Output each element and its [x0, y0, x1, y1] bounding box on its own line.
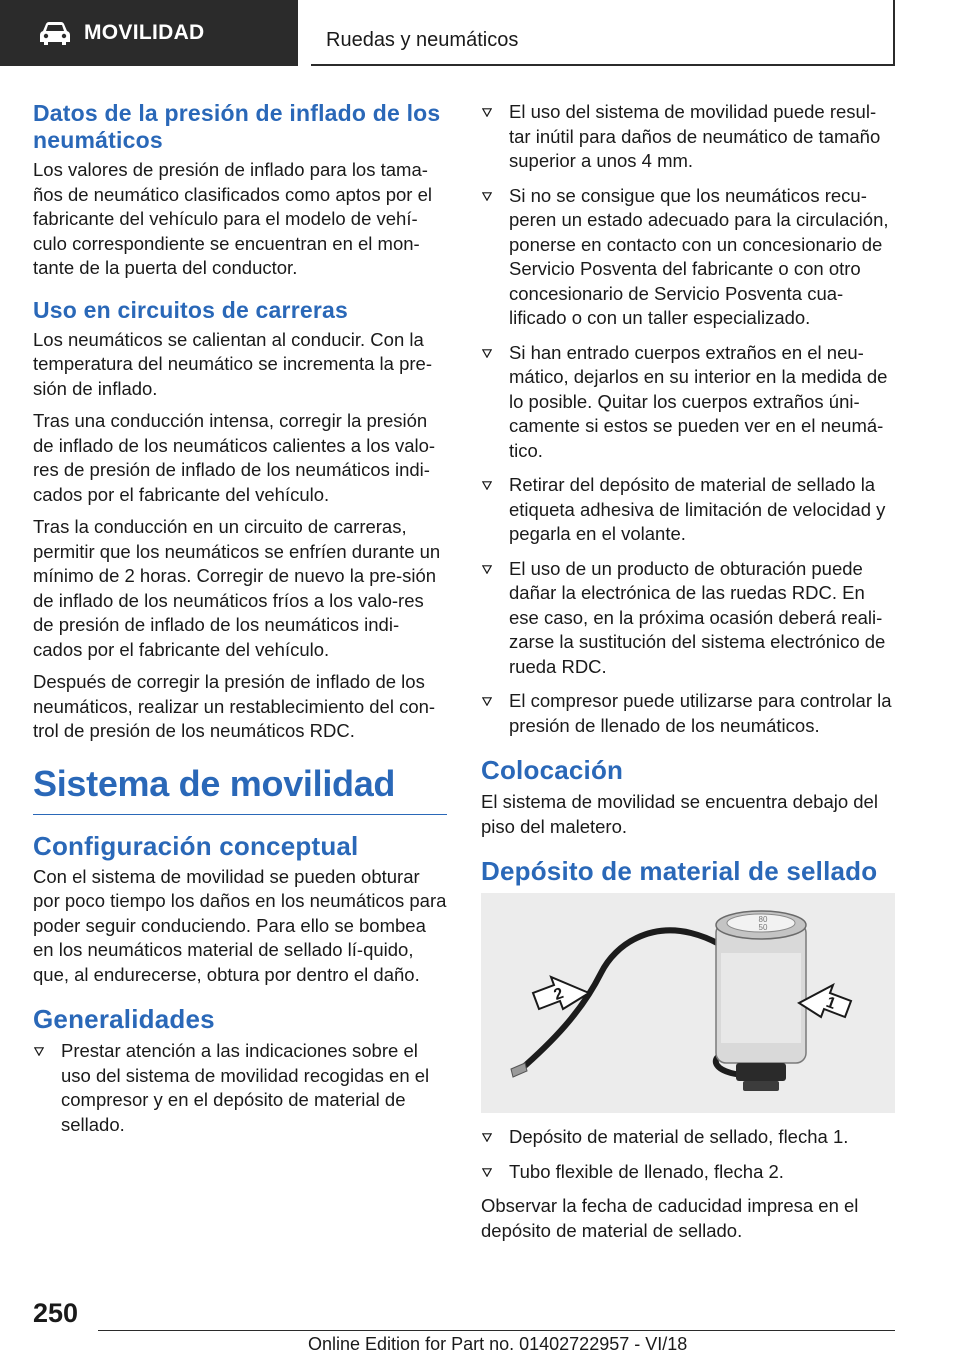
list-item-text: Retirar del depósito de material de sellado la etiqueta adhesiva de limitación de velocidad y pegarla en el volante. [509, 474, 886, 544]
list-item-text: El uso de un producto de obturación puede dañar la electrónica de las ruedas RDC. En ese caso, en la próxima ocasión deberá reali-zarse la sustitución del sistema electrónico de rueda RDC. [509, 557, 886, 677]
paragraph: Tras una conducción intensa, corregir la presión de inflado de los neumáticos calientes a los valo-res de presión de inflado de los neumáticos indi-cados por el fabricante del vehículo. [33, 410, 436, 505]
list-item [481, 473, 895, 547]
cap-label-top: 80 [758, 915, 768, 924]
section-tab [0, 0, 298, 66]
section-title-race-track: Uso en circuitos de carreras [33, 296, 348, 323]
footer-divider [98, 1330, 895, 1331]
triangle-bullet-icon [34, 1047, 44, 1056]
triangle-bullet-icon [482, 565, 492, 574]
section-title-sealant-container: Depósito de material de sellado [481, 856, 878, 886]
paragraph: Los valores de presión de inflado para los tama-ños de neumático clasificados como aptos por el fabricante del vehículo para el modelo de vehí-culo correspondiente se encuentran en el mon-tante de la puerta del conductor. [33, 159, 432, 278]
page-header [0, 0, 960, 66]
triangle-bullet-icon [482, 697, 492, 706]
list-item-text: El compresor puede utilizarse para controlar la presión de llenado de los neumáticos. [509, 690, 892, 736]
page-number: 250 [33, 1298, 79, 1328]
triangle-bullet-icon [482, 349, 492, 358]
paragraph: Los neumáticos se calientan al conducir. Con la temperatura del neumático se incrementa la pre-sión de inflado. [33, 328, 432, 399]
list-item [481, 1125, 895, 1150]
list-item [33, 1039, 447, 1137]
list-item-text: Prestar atención a las indicaciones sobre el uso del sistema de movilidad recogidas en el compresor y en el depósito de material de sellado. [61, 1040, 430, 1135]
section-title-concept: Configuración conceptual [33, 830, 359, 861]
cap-label-bottom: 50 [758, 923, 768, 932]
triangle-bullet-icon [482, 108, 492, 117]
arrow-1-label: 1 [823, 993, 838, 1013]
list-item-text: Tubo flexible de llenado, flecha 2. [509, 1160, 784, 1182]
triangle-bullet-icon [482, 1168, 492, 1177]
list-item [481, 184, 895, 331]
section-title-general: Generalidades [33, 1004, 215, 1034]
list-item-text: Si han entrado cuerpos extraños en el neu-mático, dejarlos en su interior en la medida de lo posible. Quitar los cuerpos extraños úni-camente si estos se pueden ver en el neumá-tico. [509, 341, 888, 461]
section-title-pressure-data: Datos de la presión de inflado de los neumáticos [33, 100, 441, 153]
sealant-container-photo [481, 893, 895, 1113]
paragraph: Tras la conducción en un circuito de carreras, permitir que los neumáticos se enfríen durante un mínimo de 2 horas. Corregir de nuevo la pre-sión de inflado de los neumáticos fríos a los valo-res de presión de inflado de los neumáticos indi-cados por el fabricante del vehículo. [33, 516, 441, 660]
list-item [481, 557, 895, 680]
sealant-container-illustration [481, 893, 895, 1113]
triangle-bullet-icon [482, 1133, 492, 1142]
list-item [481, 100, 895, 174]
list-item [481, 689, 895, 738]
chapter-label: Ruedas y neumáticos [326, 29, 519, 51]
bullet-list-notes [481, 100, 895, 738]
list-item-text: Depósito de material de sellado, flecha 1. [509, 1126, 849, 1147]
section-title-location: Colocación [481, 755, 624, 785]
right-column [481, 100, 895, 1251]
paragraph: El sistema de movilidad se encuentra debajo del piso del maletero. [481, 791, 878, 837]
chapter-header [311, 0, 895, 66]
bullet-list-parts [481, 1125, 895, 1184]
paragraph: Después de corregir la presión de inflado de los neumáticos, realizar un restablecimiento del con-trol de presión de los neumáticos RDC. [33, 671, 436, 741]
list-item [481, 341, 895, 464]
left-column [33, 100, 447, 1147]
chapter-title-mobility-system: Sistema de movilidad [33, 762, 447, 815]
section-label: MOVILIDAD [84, 21, 205, 44]
arrow-1-icon [799, 985, 851, 1017]
car-icon [38, 20, 72, 46]
list-item-text: El uso del sistema de movilidad puede resul-tar inútil para daños de neumático de tamaño superior a unos 4 mm. [509, 101, 881, 171]
edition-note: Online Edition for Part no. 01402722957 - VI/18 [308, 1334, 688, 1354]
list-item-text: Si no se consigue que los neumáticos recu-peren un estado adecuado para la circulación, ponerse en contacto con un concesionario de Servicio Posventa del fabricante o con otro concesionario de Servicio Posventa cua-lificado o con un taller especializado. [509, 184, 889, 328]
bullet-list-general [33, 1039, 447, 1137]
arrow-2-label: 2 [551, 985, 566, 1005]
list-item [481, 1160, 895, 1185]
paragraph: Observar la fecha de caducidad impresa en el depósito de material de sellado. [481, 1195, 859, 1241]
paragraph: Con el sistema de movilidad se pueden obturar por poco tiempo los daños en los neumáticos para poder seguir conduciendo. Para ello se bombea en los neumáticos material de sellado lí-quido, que, al endurecerse, obtura por dentro el daño. [33, 865, 447, 985]
triangle-bullet-icon [482, 481, 492, 490]
triangle-bullet-icon [482, 192, 492, 201]
